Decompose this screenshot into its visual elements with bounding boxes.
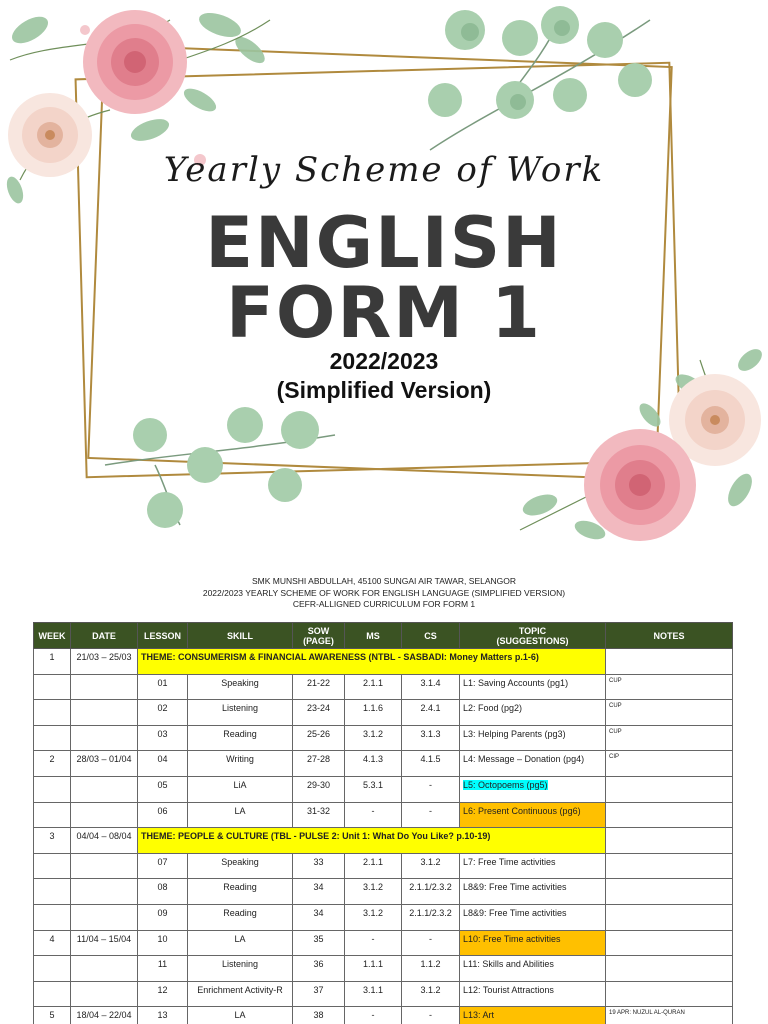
- col-lesson: LESSON: [138, 623, 188, 649]
- skill-cell: Speaking: [188, 674, 293, 700]
- col-topic: TOPIC (SUGGESTIONS): [460, 623, 606, 649]
- skill-cell: Listening: [188, 700, 293, 726]
- skill-cell: Speaking: [188, 853, 293, 879]
- academic-year: 2022/2023: [329, 348, 439, 374]
- lesson-cell: 03: [138, 725, 188, 751]
- lesson-cell: 11: [138, 956, 188, 982]
- skill-cell: LA: [188, 1007, 293, 1024]
- table-row: [34, 649, 733, 675]
- notes-cell: [606, 828, 733, 854]
- ms-cell: -: [345, 802, 402, 828]
- cs-cell: 3.1.2: [402, 981, 460, 1007]
- theme-banner: THEME: PEOPLE & CULTURE (TBL - PULSE 2: Unit 1: What Do You Like? p.10-19): [138, 828, 606, 854]
- ms-cell: 3.1.1: [345, 981, 402, 1007]
- sow-cell: 27-28: [293, 751, 345, 777]
- sow-cell: 21-22: [293, 674, 345, 700]
- skill-cell: LA: [188, 802, 293, 828]
- lesson-cell: 08: [138, 879, 188, 905]
- notes-cell: [606, 649, 733, 675]
- cs-cell: -: [402, 930, 460, 956]
- table-row: [34, 904, 733, 930]
- ms-cell: 1.1.1: [345, 956, 402, 982]
- notes-cell: CUP: [606, 700, 733, 726]
- week-cell: 4: [34, 930, 71, 956]
- date-cell: 18/04 – 22/04: [71, 1007, 138, 1024]
- ms-cell: 4.1.3: [345, 751, 402, 777]
- table-row: [34, 674, 733, 700]
- table-row: [34, 725, 733, 751]
- sow-cell: 34: [293, 904, 345, 930]
- school-header: [0, 576, 768, 611]
- skill-cell: Reading: [188, 904, 293, 930]
- topic-cell: L10: Free Time activities: [460, 930, 606, 956]
- cs-cell: 3.1.4: [402, 674, 460, 700]
- skill-cell: Reading: [188, 725, 293, 751]
- sow-cell: 38: [293, 1007, 345, 1024]
- lesson-cell: 10: [138, 930, 188, 956]
- school-name: SMK MUNSHI ABDULLAH, 45100 SUNGAI AIR TAWAR, SELANGOR: [251, 576, 517, 586]
- table-row: [34, 981, 733, 1007]
- skill-cell: LA: [188, 930, 293, 956]
- topic-cell: L3: Helping Parents (pg3): [460, 725, 606, 751]
- ms-cell: 3.1.2: [345, 904, 402, 930]
- topic-cell: L13: Art: [460, 1007, 606, 1024]
- topic-cell: L2: Food (pg2): [460, 700, 606, 726]
- lesson-cell: 09: [138, 904, 188, 930]
- sow-cell: 31-32: [293, 802, 345, 828]
- notes-cell: [606, 879, 733, 905]
- cs-cell: 4.1.5: [402, 751, 460, 777]
- col-date: DATE: [71, 623, 138, 649]
- col-skill: SKILL: [188, 623, 293, 649]
- date-cell: 11/04 – 15/04: [71, 930, 138, 956]
- topic-cell: L4: Message – Donation (pg4): [460, 751, 606, 777]
- curriculum-line: CEFR-ALLIGNED CURRICULUM FOR FORM 1: [292, 599, 476, 609]
- cs-cell: 2.4.1: [402, 700, 460, 726]
- ms-cell: 2.1.1: [345, 674, 402, 700]
- table-row: [34, 879, 733, 905]
- ms-cell: -: [345, 930, 402, 956]
- notes-cell: [606, 981, 733, 1007]
- theme-banner: THEME: CONSUMERISM & FINANCIAL AWARENESS (NTBL - SASBADI: Money Matters p.1-6): [138, 649, 606, 675]
- date-cell: 21/03 – 25/03: [71, 649, 138, 675]
- notes-cell: CUP: [606, 725, 733, 751]
- cs-cell: -: [402, 1007, 460, 1024]
- col-ms: MS: [345, 623, 402, 649]
- lesson-cell: 07: [138, 853, 188, 879]
- sow-cell: 35: [293, 930, 345, 956]
- sow-description: 2022/2023 YEARLY SCHEME OF WORK FOR ENGLISH LANGUAGE (SIMPLIFIED VERSION): [202, 587, 566, 598]
- lesson-cell: 02: [138, 700, 188, 726]
- week-cell: 3: [34, 828, 71, 854]
- lesson-cell: 05: [138, 776, 188, 802]
- week-cell: 5: [34, 1007, 71, 1024]
- cs-cell: -: [402, 776, 460, 802]
- lesson-cell: 06: [138, 802, 188, 828]
- topic-cell: L6: Present Continuous (pg6): [460, 802, 606, 828]
- ms-cell: -: [345, 1007, 402, 1024]
- ms-cell: 3.1.2: [345, 725, 402, 751]
- lesson-cell: 13: [138, 1007, 188, 1024]
- table-row: [34, 802, 733, 828]
- ms-cell: 1.1.6: [345, 700, 402, 726]
- col-cs: CS: [402, 623, 460, 649]
- title-english: ENGLISH: [205, 202, 563, 284]
- sow-cell: 33: [293, 853, 345, 879]
- table-row: [34, 1007, 733, 1024]
- cs-cell: 3.1.3: [402, 725, 460, 751]
- skill-cell: Enrichment Activity-R: [188, 981, 293, 1007]
- skill-cell: Writing: [188, 751, 293, 777]
- notes-cell: [606, 853, 733, 879]
- table-row: [34, 930, 733, 956]
- date-cell: 28/03 – 01/04: [71, 751, 138, 777]
- notes-cell: CUP: [606, 674, 733, 700]
- week-cell: 2: [34, 751, 71, 777]
- cs-cell: 2.1.1/2.3.2: [402, 904, 460, 930]
- table-header-row: [34, 623, 733, 649]
- ms-cell: 3.1.2: [345, 879, 402, 905]
- cs-cell: 2.1.1/2.3.2: [402, 879, 460, 905]
- topic-cell: L11: Skills and Abilities: [460, 956, 606, 982]
- notes-cell: 19 APR: NUZUL AL-QURAN: [606, 1007, 733, 1024]
- topic-cell: L8&9: Free Time activities: [460, 904, 606, 930]
- topic-cell: L7: Free Time activities: [460, 853, 606, 879]
- cs-cell: 1.1.2: [402, 956, 460, 982]
- eucalyptus-top-right: [410, 0, 660, 170]
- lesson-cell: 12: [138, 981, 188, 1007]
- skill-cell: LiA: [188, 776, 293, 802]
- notes-cell: [606, 904, 733, 930]
- notes-cell: [606, 802, 733, 828]
- table-row: [34, 828, 733, 854]
- sow-cell: 29-30: [293, 776, 345, 802]
- sow-cell: 34: [293, 879, 345, 905]
- week-cell: 1: [34, 649, 71, 675]
- lesson-cell: 04: [138, 751, 188, 777]
- ms-cell: 5.3.1: [345, 776, 402, 802]
- table-row: [34, 700, 733, 726]
- topic-cell: L1: Saving Accounts (pg1): [460, 674, 606, 700]
- skill-cell: Reading: [188, 879, 293, 905]
- sow-cell: 36: [293, 956, 345, 982]
- table-row: [34, 853, 733, 879]
- scheme-of-work-table: [33, 622, 733, 1024]
- script-title: Yearly Scheme of Work: [163, 150, 605, 190]
- col-sow: SOW (PAGE): [293, 623, 345, 649]
- topic-cell: L12: Tourist Attractions: [460, 981, 606, 1007]
- date-cell: 04/04 – 08/04: [71, 828, 138, 854]
- title-form-1: FORM 1: [226, 272, 542, 354]
- topic-cell: L5: Octopoems (pg5): [460, 776, 606, 802]
- col-week: WEEK: [34, 623, 71, 649]
- notes-cell: [606, 930, 733, 956]
- skill-cell: Listening: [188, 956, 293, 982]
- eucalyptus-bottom-left: [95, 395, 345, 535]
- sow-cell: 25-26: [293, 725, 345, 751]
- notes-cell: [606, 776, 733, 802]
- table-row: [34, 751, 733, 777]
- topic-cell: L8&9: Free Time activities: [460, 879, 606, 905]
- sow-cell: 23-24: [293, 700, 345, 726]
- cs-cell: 3.1.2: [402, 853, 460, 879]
- notes-cell: CIP: [606, 751, 733, 777]
- col-notes: NOTES: [606, 623, 733, 649]
- lesson-cell: 01: [138, 674, 188, 700]
- version-subtitle: (Simplified Version): [276, 377, 492, 403]
- notes-cell: [606, 956, 733, 982]
- table-row: [34, 956, 733, 982]
- sow-cell: 37: [293, 981, 345, 1007]
- table-row: [34, 776, 733, 802]
- ms-cell: 2.1.1: [345, 853, 402, 879]
- cs-cell: -: [402, 802, 460, 828]
